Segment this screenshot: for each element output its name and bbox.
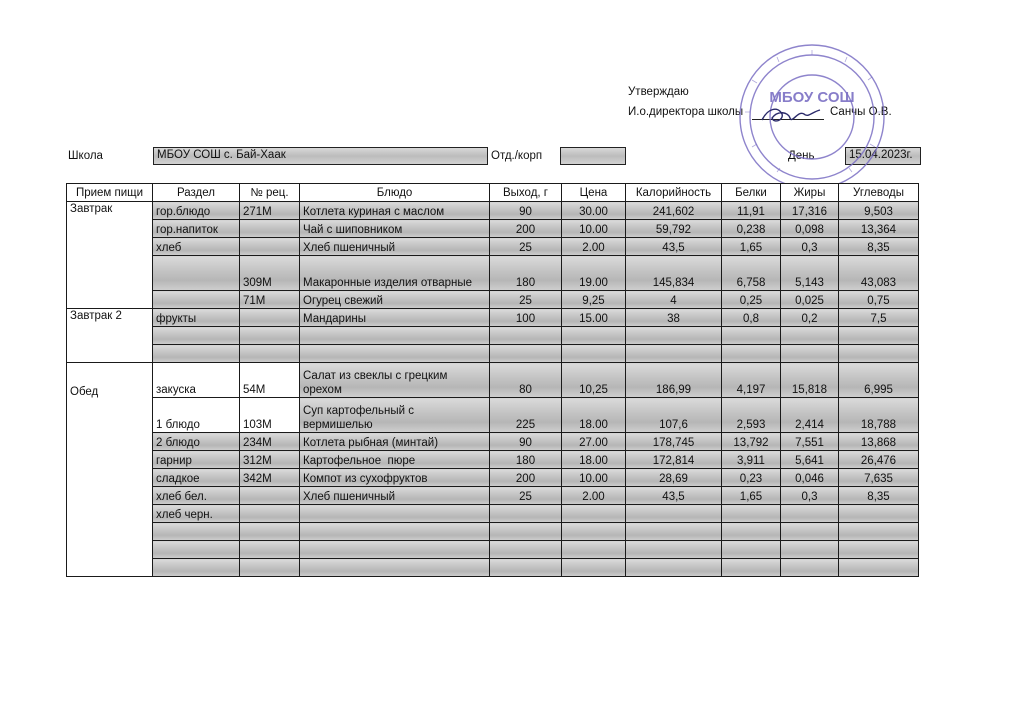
signature [758, 100, 828, 130]
empty-cell[interactable] [781, 559, 839, 577]
table-row [67, 202, 919, 220]
cell-section[interactable]: 2 блюдо [153, 433, 240, 451]
cell-section[interactable]: 1 блюдо [153, 398, 240, 433]
empty-cell[interactable] [490, 327, 562, 345]
empty-cell[interactable] [562, 541, 626, 559]
empty-cell[interactable] [490, 523, 562, 541]
cell-carbs[interactable]: 18,788 [839, 398, 919, 433]
approve-label: Утверждаю [628, 86, 689, 98]
cell-dish[interactable]: Компот из сухофруктов [300, 469, 490, 487]
cell-recipe[interactable] [240, 505, 300, 523]
table-row [67, 487, 919, 505]
cell-price[interactable]: 9,25 [562, 291, 626, 309]
empty-cell[interactable] [562, 345, 626, 363]
cell-protein[interactable]: 1,65 [722, 238, 781, 256]
cell-section[interactable] [153, 256, 240, 291]
empty-cell[interactable] [839, 541, 919, 559]
empty-cell[interactable] [839, 327, 919, 345]
cell-dish[interactable]: Картофельное пюре [300, 451, 490, 469]
dept-field[interactable] [560, 147, 626, 165]
cell-calories[interactable]: 178,745 [626, 433, 722, 451]
empty-cell[interactable] [240, 327, 300, 345]
cell-dish[interactable]: Мандарины [300, 309, 490, 327]
cell-carbs[interactable]: 7,635 [839, 469, 919, 487]
cell-section[interactable]: хлеб черн. [153, 505, 240, 523]
col-carbs: Углеводы [839, 184, 919, 202]
empty-cell[interactable] [300, 541, 490, 559]
cell-dish[interactable]: Хлеб пшеничный [300, 238, 490, 256]
cell-calories[interactable]: 107,6 [626, 398, 722, 433]
cell-price[interactable]: 10.00 [562, 220, 626, 238]
empty-cell[interactable] [722, 541, 781, 559]
cell-price[interactable]: 30.00 [562, 202, 626, 220]
cell-fat[interactable]: 0,3 [781, 487, 839, 505]
cell-protein[interactable]: 0,8 [722, 309, 781, 327]
cell-section[interactable]: хлеб [153, 238, 240, 256]
cell-calories[interactable]: 38 [626, 309, 722, 327]
school-field[interactable]: МБОУ СОШ с. Бай-Хаак [153, 147, 488, 165]
director-name: Санчы О.В. [830, 106, 892, 118]
cell-dish[interactable]: Котлета рыбная (минтай) [300, 433, 490, 451]
empty-cell[interactable] [240, 523, 300, 541]
cell-fat[interactable]: 5,143 [781, 256, 839, 291]
empty-cell[interactable] [153, 541, 240, 559]
cell-recipe[interactable] [240, 220, 300, 238]
cell-carbs[interactable]: 9,503 [839, 202, 919, 220]
meal-breakfast: Завтрак [67, 202, 153, 309]
empty-cell[interactable] [490, 541, 562, 559]
director-title: И.о.директора школы [628, 106, 744, 118]
stamp-text: МБОУ СОШ [769, 89, 855, 106]
empty-cell[interactable] [781, 541, 839, 559]
cell-output[interactable]: 90 [490, 433, 562, 451]
table-row [67, 220, 919, 238]
cell-calories[interactable]: 43,5 [626, 487, 722, 505]
table-row [67, 309, 919, 327]
cell-protein[interactable]: 2,593 [722, 398, 781, 433]
cell-dish[interactable]: Чай с шиповником [300, 220, 490, 238]
meal-lunch [67, 363, 153, 577]
empty-cell[interactable] [153, 559, 240, 577]
cell-output[interactable]: 25 [490, 291, 562, 309]
cell-protein[interactable]: 0,25 [722, 291, 781, 309]
col-fat: Жиры [781, 184, 839, 202]
empty-cell[interactable] [626, 559, 722, 577]
empty-row [67, 523, 919, 541]
day-field[interactable]: 15.04.2023г. [845, 147, 921, 165]
empty-cell[interactable] [781, 327, 839, 345]
cell-output[interactable] [490, 505, 562, 523]
empty-row [67, 541, 919, 559]
col-protein: Белки [722, 184, 781, 202]
meal-breakfast-2: Завтрак 2 [67, 309, 153, 363]
empty-cell[interactable] [153, 345, 240, 363]
cell-carbs[interactable]: 13,364 [839, 220, 919, 238]
empty-cell[interactable] [153, 523, 240, 541]
cell-section[interactable]: гор.напиток [153, 220, 240, 238]
cell-dish[interactable] [300, 505, 490, 523]
empty-cell[interactable] [562, 523, 626, 541]
cell-recipe[interactable]: 309М [240, 256, 300, 291]
empty-cell[interactable] [839, 559, 919, 577]
cell-calories[interactable]: 172,814 [626, 451, 722, 469]
table-row [67, 451, 919, 469]
empty-cell[interactable] [781, 523, 839, 541]
cell-recipe[interactable]: 271М [240, 202, 300, 220]
cell-price[interactable]: 27.00 [562, 433, 626, 451]
cell-price[interactable]: 10,25 [562, 363, 626, 398]
cell-recipe[interactable]: 103М [240, 398, 300, 433]
cell-dish[interactable]: Котлета куриная с маслом [300, 202, 490, 220]
cell-fat[interactable] [781, 505, 839, 523]
day-label: День [788, 150, 815, 162]
empty-row [67, 327, 919, 345]
table-row [67, 398, 919, 433]
cell-recipe[interactable]: 71М [240, 291, 300, 309]
cell-protein[interactable]: 13,792 [722, 433, 781, 451]
menu-table [66, 183, 919, 577]
empty-cell[interactable] [839, 523, 919, 541]
cell-carbs[interactable]: 8,35 [839, 238, 919, 256]
empty-cell[interactable] [490, 345, 562, 363]
empty-row [67, 559, 919, 577]
col-output: Выход, г [490, 184, 562, 202]
cell-price[interactable]: 19.00 [562, 256, 626, 291]
col-calories: Калорийность [626, 184, 722, 202]
cell-protein[interactable]: 0,238 [722, 220, 781, 238]
cell-output[interactable]: 225 [490, 398, 562, 433]
cell-output[interactable]: 80 [490, 363, 562, 398]
cell-recipe[interactable] [240, 309, 300, 327]
cell-recipe[interactable]: 234М [240, 433, 300, 451]
empty-cell[interactable] [626, 523, 722, 541]
empty-row [67, 345, 919, 363]
empty-cell[interactable] [300, 523, 490, 541]
cell-section[interactable]: фрукты [153, 309, 240, 327]
cell-output[interactable]: 200 [490, 220, 562, 238]
cell-protein[interactable]: 6,758 [722, 256, 781, 291]
cell-output[interactable]: 25 [490, 487, 562, 505]
cell-calories[interactable] [626, 505, 722, 523]
cell-protein[interactable] [722, 505, 781, 523]
cell-section[interactable]: хлеб бел. [153, 487, 240, 505]
cell-protein[interactable]: 3,911 [722, 451, 781, 469]
empty-cell[interactable] [839, 345, 919, 363]
table-row [67, 433, 919, 451]
cell-fat[interactable]: 17,316 [781, 202, 839, 220]
cell-recipe[interactable]: 54М [240, 363, 300, 398]
col-price: Цена [562, 184, 626, 202]
empty-cell[interactable] [153, 327, 240, 345]
empty-cell[interactable] [722, 345, 781, 363]
empty-cell[interactable] [626, 345, 722, 363]
cell-fat[interactable]: 0,098 [781, 220, 839, 238]
table-row [67, 505, 919, 523]
cell-fat[interactable]: 0,025 [781, 291, 839, 309]
cell-calories[interactable]: 43,5 [626, 238, 722, 256]
empty-cell[interactable] [722, 559, 781, 577]
cell-carbs[interactable] [839, 505, 919, 523]
empty-cell[interactable] [626, 327, 722, 345]
cell-price[interactable]: 18.00 [562, 398, 626, 433]
header-row [67, 184, 919, 202]
cell-dish[interactable]: Макаронные изделия отварные [300, 256, 490, 291]
cell-fat[interactable]: 15,818 [781, 363, 839, 398]
col-recipe: № рец. [240, 184, 300, 202]
cell-price[interactable]: 2.00 [562, 238, 626, 256]
cell-price[interactable]: 18.00 [562, 451, 626, 469]
cell-dish[interactable]: Суп картофельный с вермишелью [300, 398, 490, 433]
cell-section[interactable]: закуска [153, 363, 240, 398]
empty-cell[interactable] [240, 541, 300, 559]
cell-carbs[interactable]: 26,476 [839, 451, 919, 469]
cell-carbs[interactable]: 13,868 [839, 433, 919, 451]
empty-cell[interactable] [562, 559, 626, 577]
cell-calories[interactable]: 59,792 [626, 220, 722, 238]
empty-cell[interactable] [300, 327, 490, 345]
table-row [67, 291, 919, 309]
cell-calories[interactable]: 186,99 [626, 363, 722, 398]
cell-calories[interactable]: 28,69 [626, 469, 722, 487]
empty-cell[interactable] [626, 541, 722, 559]
cell-section[interactable] [153, 291, 240, 309]
cell-carbs[interactable]: 0,75 [839, 291, 919, 309]
cell-protein[interactable]: 4,197 [722, 363, 781, 398]
cell-output[interactable]: 90 [490, 202, 562, 220]
cell-fat[interactable]: 0,046 [781, 469, 839, 487]
cell-fat[interactable]: 5,641 [781, 451, 839, 469]
cell-dish[interactable]: Хлеб пшеничный [300, 487, 490, 505]
empty-cell[interactable] [781, 345, 839, 363]
cell-output[interactable]: 180 [490, 256, 562, 291]
cell-output[interactable]: 180 [490, 451, 562, 469]
cell-section[interactable]: сладкое [153, 469, 240, 487]
cell-section[interactable]: гор.блюдо [153, 202, 240, 220]
school-label: Школа [68, 150, 103, 162]
cell-price[interactable]: 10.00 [562, 469, 626, 487]
cell-calories[interactable]: 241,602 [626, 202, 722, 220]
dept-label: Отд./корп [491, 150, 543, 162]
empty-cell[interactable] [490, 559, 562, 577]
col-dish: Блюдо [300, 184, 490, 202]
empty-cell[interactable] [722, 327, 781, 345]
cell-fat[interactable]: 0,3 [781, 238, 839, 256]
empty-cell[interactable] [722, 523, 781, 541]
cell-calories[interactable]: 4 [626, 291, 722, 309]
cell-fat[interactable]: 2,414 [781, 398, 839, 433]
cell-price[interactable]: 2.00 [562, 487, 626, 505]
empty-cell[interactable] [562, 327, 626, 345]
cell-price[interactable]: 15.00 [562, 309, 626, 327]
cell-fat[interactable]: 7,551 [781, 433, 839, 451]
cell-recipe[interactable] [240, 487, 300, 505]
cell-recipe[interactable]: 342М [240, 469, 300, 487]
empty-cell[interactable] [240, 345, 300, 363]
cell-section[interactable]: гарнир [153, 451, 240, 469]
cell-output[interactable]: 100 [490, 309, 562, 327]
col-section: Раздел [153, 184, 240, 202]
meal-lunch-label: Обед [70, 386, 99, 398]
cell-output[interactable]: 200 [490, 469, 562, 487]
cell-price[interactable] [562, 505, 626, 523]
cell-protein[interactable]: 1,65 [722, 487, 781, 505]
cell-protein[interactable]: 11,91 [722, 202, 781, 220]
cell-recipe[interactable]: 312М [240, 451, 300, 469]
cell-carbs[interactable]: 43,083 [839, 256, 919, 291]
empty-cell[interactable] [300, 345, 490, 363]
table-row [67, 256, 919, 291]
table-row [67, 238, 919, 256]
cell-protein[interactable]: 0,23 [722, 469, 781, 487]
table-row [67, 469, 919, 487]
cell-recipe[interactable] [240, 238, 300, 256]
cell-carbs[interactable]: 7,5 [839, 309, 919, 327]
empty-cell[interactable] [300, 559, 490, 577]
empty-cell[interactable] [240, 559, 300, 577]
table-row [67, 363, 919, 398]
cell-calories[interactable]: 145,834 [626, 256, 722, 291]
cell-carbs[interactable]: 6,995 [839, 363, 919, 398]
cell-dish[interactable]: Салат из свеклы с грецким орехом [300, 363, 490, 398]
cell-carbs[interactable]: 8,35 [839, 487, 919, 505]
cell-output[interactable]: 25 [490, 238, 562, 256]
col-meal: Прием пищи [67, 184, 153, 202]
cell-fat[interactable]: 0,2 [781, 309, 839, 327]
cell-dish[interactable]: Огурец свежий [300, 291, 490, 309]
